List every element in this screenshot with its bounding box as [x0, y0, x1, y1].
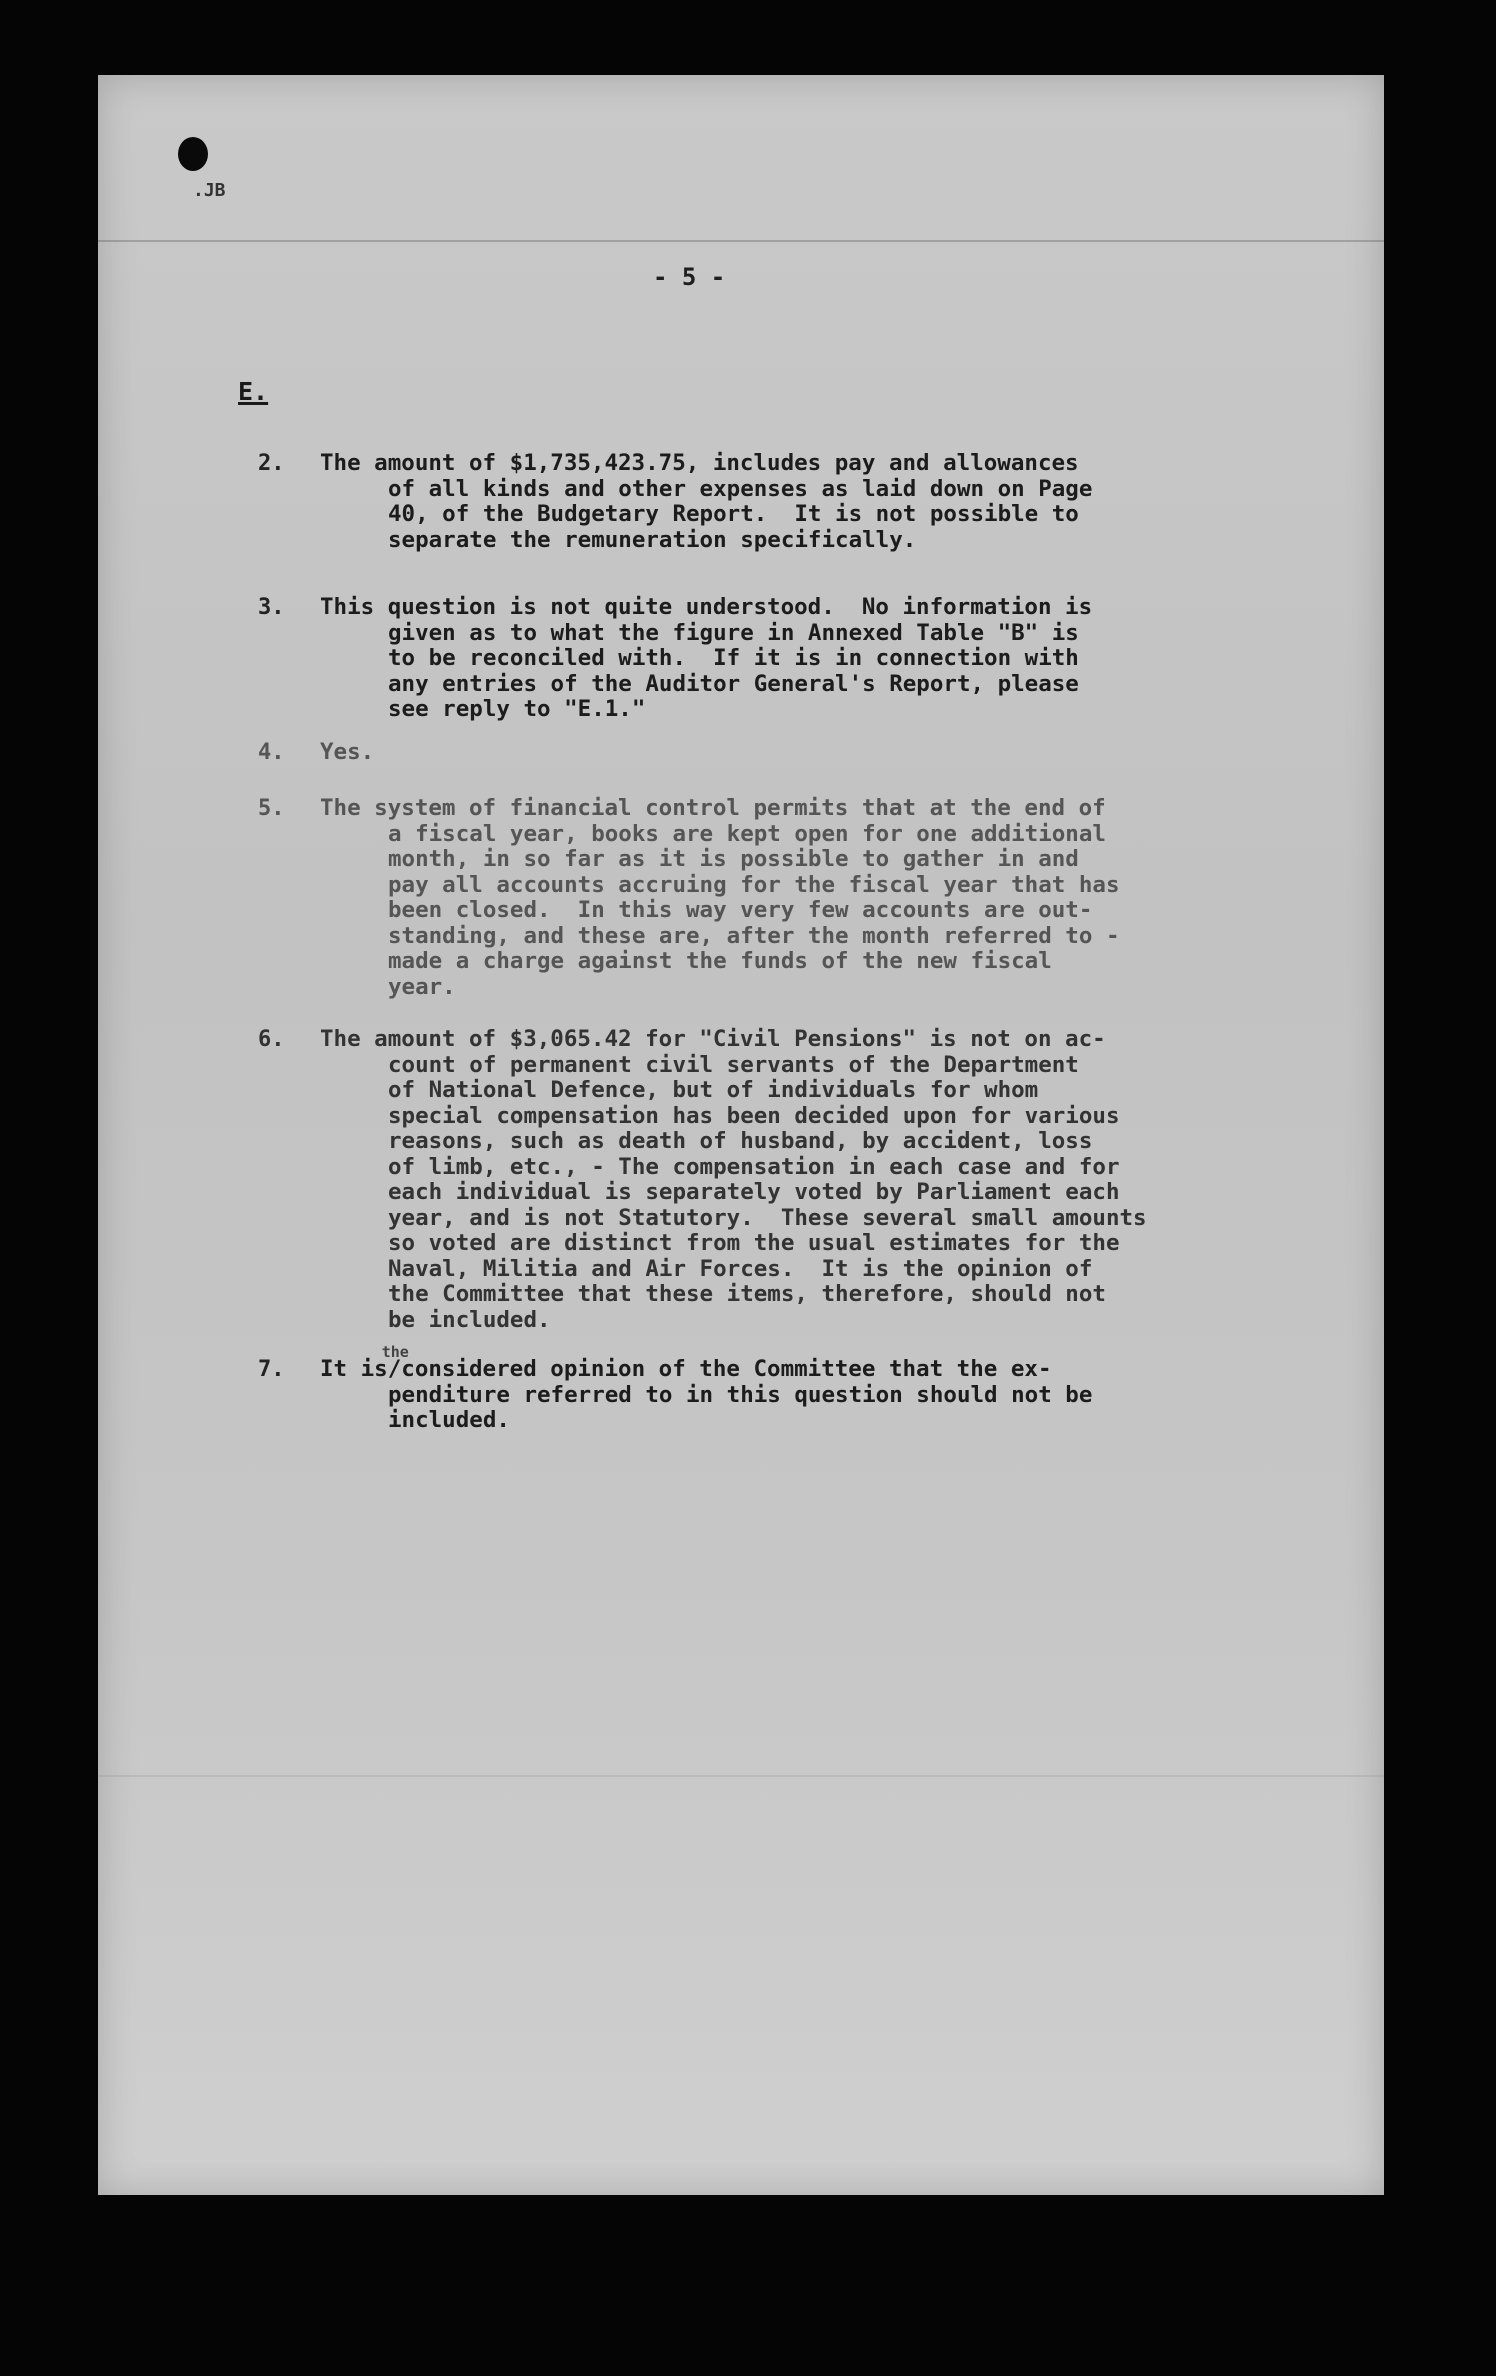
item-line: made a charge against the funds of the new fiscal: [388, 948, 1052, 974]
item-first-line: Yes.: [320, 739, 375, 765]
item-line: separate the remuneration specifically.: [388, 526, 917, 553]
item-line: reasons, such as death of husband, by accident, loss: [388, 1128, 1093, 1154]
item-line: standing, and these are, after the month referred to -: [388, 922, 1120, 949]
item-line: 40, of the Budgetary Report. It is not possible to: [388, 501, 1079, 527]
page-number: - 5 -: [653, 263, 726, 291]
item-line: see reply to "E.1.": [388, 696, 646, 722]
section-heading: E.: [238, 377, 269, 406]
item-number: 4.: [258, 740, 285, 765]
item-line: a fiscal year, books are kept open for one additional: [388, 820, 1106, 847]
item-line: so voted are distinct from the usual estimates for the: [388, 1230, 1120, 1256]
item-line: included.: [388, 1407, 510, 1433]
answer-item-4: [258, 740, 1358, 766]
item-line: year, and is not Statutory. These several small amounts: [388, 1204, 1147, 1231]
item-line: pay all accounts accruing for the fiscal year that has: [388, 871, 1120, 898]
item-line: penditure referred to in this question should not be: [388, 1381, 1093, 1408]
item-first-line: The amount of $3,065.42 for "Civil Pensions" is not on ac-: [320, 1026, 1106, 1052]
item-line: of National Defence, but of individuals for whom: [388, 1077, 1039, 1103]
item-first-line: [258, 1343, 1358, 1383]
item-first-line: This question is not quite understood. No information is: [320, 594, 1093, 620]
item-line: any entries of the Auditor General's Report, please: [388, 670, 1079, 697]
answer-item-2: [258, 451, 1358, 553]
item-text-pre: It is: [320, 1356, 388, 1382]
answer-item-7: [258, 1343, 1358, 1434]
item-text-post: considered opinion of the Committee that the ex-: [401, 1356, 1052, 1382]
item-number: 7.: [258, 1357, 285, 1382]
inserted-word: the: [381, 1343, 409, 1361]
item-number: 3.: [258, 595, 285, 620]
answer-item-6: [258, 1027, 1358, 1333]
item-first-line: The system of financial control permits that at the end of: [320, 795, 1106, 821]
typist-initials: .JB: [193, 180, 226, 201]
handwritten-insertion: / the: [388, 1356, 402, 1382]
item-first-line: The amount of $1,735,423.75, includes pay and allowances: [320, 450, 1079, 476]
fold-line: [98, 240, 1384, 242]
document-page: [98, 75, 1384, 2195]
item-line: given as to what the figure in Annexed Table "B" is: [388, 619, 1079, 646]
item-line: been closed. In this way very few accounts are out-: [388, 897, 1093, 923]
fold-line: [98, 1775, 1384, 1777]
answer-item-3: [258, 595, 1358, 723]
item-line: Naval, Militia and Air Forces. It is the opinion of: [388, 1255, 1093, 1282]
punch-hole: [178, 137, 208, 171]
answer-item-5: [258, 796, 1358, 1000]
item-line: special compensation has been decided upon for various: [388, 1102, 1120, 1129]
item-number: 2.: [258, 451, 285, 476]
item-line: of limb, etc., - The compensation in each case and for: [388, 1153, 1120, 1180]
item-line: month, in so far as it is possible to gather in and: [388, 846, 1079, 872]
item-line: be included.: [388, 1306, 551, 1333]
item-line: of all kinds and other expenses as laid down on Page: [388, 475, 1093, 502]
item-line: the Committee that these items, therefore, should not: [388, 1281, 1106, 1307]
item-number: 6.: [258, 1027, 285, 1052]
item-line: to be reconciled with. If it is in connection with: [388, 645, 1079, 671]
item-number: 5.: [258, 796, 285, 821]
item-line: year.: [388, 973, 456, 1000]
item-line: each individual is separately voted by Parliament each: [388, 1179, 1120, 1205]
item-line: count of permanent civil servants of the Department: [388, 1051, 1079, 1078]
